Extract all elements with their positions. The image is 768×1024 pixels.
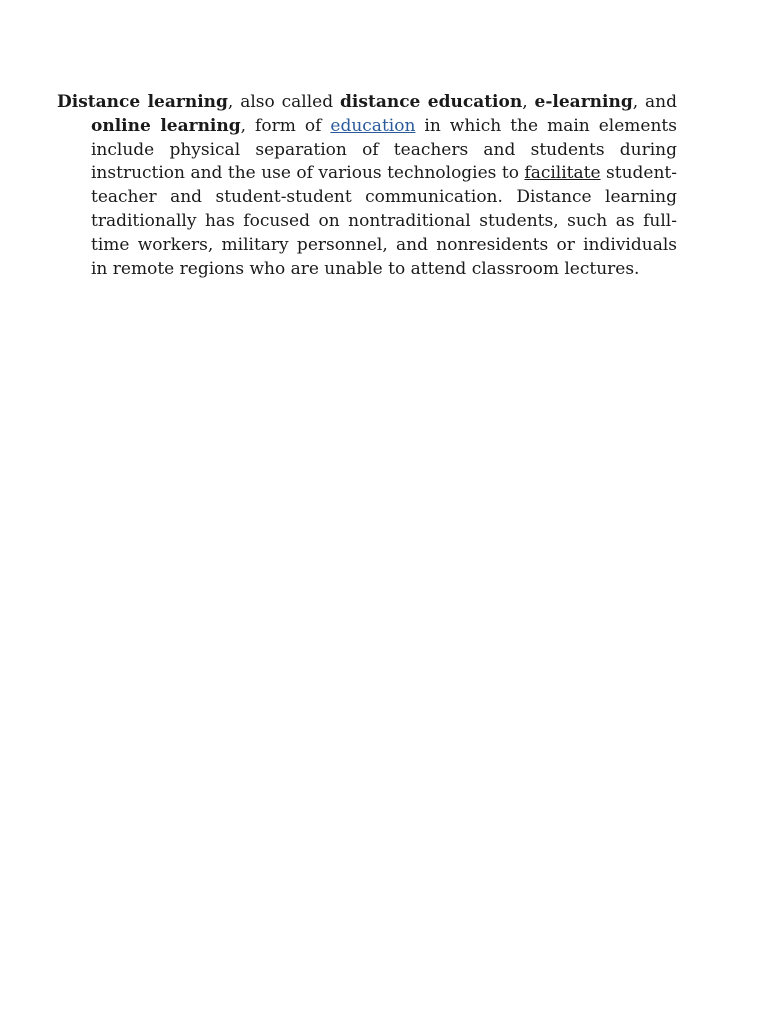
paragraph-text-4: , form of <box>240 115 331 136</box>
paragraph-text-2: , <box>522 92 535 112</box>
facilitate-link[interactable]: facilitate <box>524 163 601 184</box>
paragraph-text-3: , and <box>632 92 677 112</box>
term-online-learning: online learning <box>91 115 241 136</box>
term-distance-education: distance education <box>340 92 523 112</box>
education-link[interactable]: education <box>330 115 416 136</box>
paragraph-text-5: in which the main elements include physical separation of teachers and students during instruction and the use of various technologies to <box>91 115 677 184</box>
term-e-learning: e-learning <box>534 92 633 112</box>
article-paragraph <box>57 91 677 281</box>
term-distance-learning: Distance learning <box>57 92 228 112</box>
paragraph-text-1: , also called <box>227 92 341 112</box>
paragraph-text-6: student-teacher and student-student communication. Distance learning traditionally has focused on nontraditional students, such as full-time workers, military personnel, and nonresidents or individuals in remote regions who are unable to attend classroom lectures. <box>91 163 677 279</box>
